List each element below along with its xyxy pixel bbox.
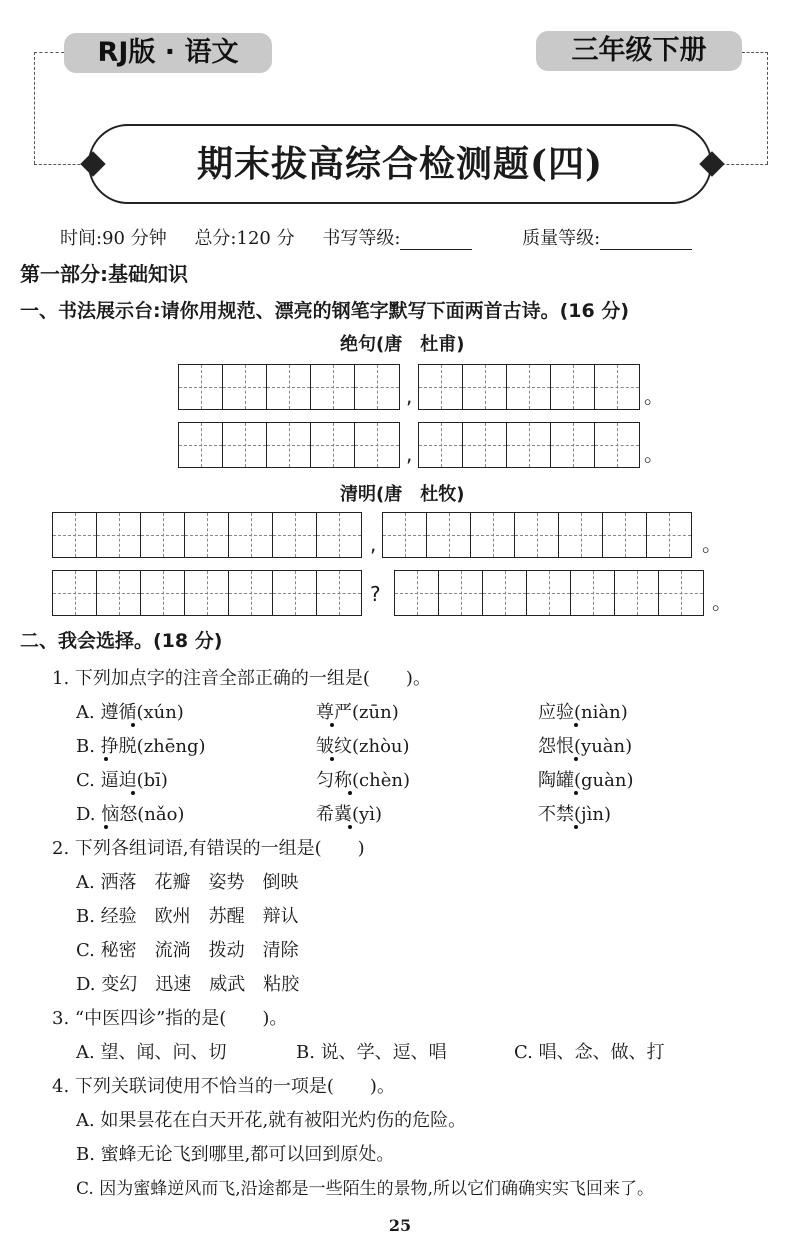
page-number: 25 <box>388 1216 412 1235</box>
q1-option: 皱纹(zhòu) <box>316 736 410 757</box>
emphasis-dot <box>104 757 108 761</box>
q1-option: 尊严(zūn) <box>316 702 399 723</box>
q4-stem: 4. 下列关联词使用不恰当的一项是( )。 <box>52 1076 395 1097</box>
period: 。 <box>644 442 664 466</box>
emphasis-dot <box>104 825 108 829</box>
q1-option: C. 逼迫(bī) <box>76 770 168 791</box>
q1-option: 陶罐(guàn) <box>538 770 634 791</box>
emphasis-dot <box>330 757 334 761</box>
q3-option: B. 说、学、逗、唱 <box>296 1042 447 1063</box>
q4-option: A. 如果昙花在白天开花,就有被阳光灼伤的危险。 <box>76 1110 467 1131</box>
time-info: 时间:90 分钟 <box>60 228 167 249</box>
q1-option: 怨恨(yuàn) <box>538 736 633 757</box>
q1-option: D. 恼怒(nǎo) <box>76 804 185 825</box>
q1-stem: 1. 下列加点字的注音全部正确的一组是( )。 <box>52 668 431 689</box>
poem1-title: 绝句(唐 杜甫) <box>340 334 465 355</box>
poem1-line1-grid-a[interactable] <box>178 364 400 410</box>
poem1-line1-grid-b[interactable] <box>418 364 640 410</box>
section1-heading: 一、书法展示台:请你用规范、漂亮的钢笔字默写下面两首古诗。(16 分) <box>20 300 630 322</box>
emphasis-dot <box>574 825 578 829</box>
part-heading: 第一部分:基础知识 <box>20 262 188 286</box>
emphasis-dot <box>574 757 578 761</box>
comma: , <box>370 532 377 556</box>
period: 。 <box>644 384 664 408</box>
poem2-line1-grid-b[interactable] <box>382 512 692 558</box>
grade-badge: 三年级下册 <box>536 31 742 71</box>
q2-stem: 2. 下列各组词语,有错误的一组是( ) <box>52 838 365 859</box>
q4-option: C. 因为蜜蜂逆风而飞,沿途都是一些陌生的景物,所以它们确确实实飞回来了。 <box>76 1179 655 1199</box>
question-mark: ? <box>370 582 381 606</box>
q1-option: 希冀(yì) <box>316 804 382 825</box>
period: 。 <box>702 532 722 556</box>
poem2-line2-grid-a[interactable] <box>52 570 362 616</box>
poem2-line2-grid-b[interactable] <box>394 570 704 616</box>
exam-info <box>60 224 736 250</box>
q1-option: A. 遵循(xún) <box>76 702 184 723</box>
q1-option: 应验(niàn) <box>538 702 628 723</box>
q3-option: C. 唱、念、做、打 <box>514 1042 665 1063</box>
emphasis-dot <box>131 723 135 727</box>
poem2-title: 清明(唐 杜牧) <box>340 484 465 505</box>
total-score-info: 总分:120 分 <box>194 228 295 249</box>
q1-option: 不禁(jìn) <box>538 804 611 825</box>
writing-grade-label: 书写等级: <box>322 228 494 249</box>
quality-grade-label: 质量等级: <box>522 228 714 249</box>
emphasis-dot <box>348 791 352 795</box>
q1-option: 匀称(chèn) <box>316 770 410 791</box>
q2-option: B. 经验 欧州 苏醒 辩认 <box>76 906 299 927</box>
emphasis-dot <box>330 723 334 727</box>
q2-option: A. 洒落 花瓣 姿势 倒映 <box>76 872 299 893</box>
emphasis-dot <box>348 825 352 829</box>
edition-badge: RJ版 · 语文 <box>64 33 272 73</box>
q3-stem: 3. “中医四诊”指的是( )。 <box>52 1008 288 1029</box>
q2-option: C. 秘密 流淌 拨动 清除 <box>76 940 299 961</box>
poem1-line2-grid-b[interactable] <box>418 422 640 468</box>
q3-option: A. 望、闻、问、切 <box>76 1042 227 1063</box>
emphasis-dot <box>574 723 578 727</box>
q1-option: B. 挣脱(zhēng) <box>76 736 206 757</box>
poem2-line1-grid-a[interactable] <box>52 512 362 558</box>
section2-heading: 二、我会选择。(18 分) <box>20 630 223 652</box>
page-title: 期末拔高综合检测题(四) <box>88 124 712 204</box>
emphasis-dot <box>574 791 578 795</box>
comma: , <box>406 384 413 408</box>
q2-option: D. 变幻 迅速 威武 粘胶 <box>76 974 300 995</box>
q4-option: B. 蜜蜂无论飞到哪里,都可以回到原处。 <box>76 1144 395 1165</box>
poem1-line2-grid-a[interactable] <box>178 422 400 468</box>
emphasis-dot <box>131 791 135 795</box>
period: 。 <box>712 590 732 614</box>
comma: , <box>406 442 413 466</box>
